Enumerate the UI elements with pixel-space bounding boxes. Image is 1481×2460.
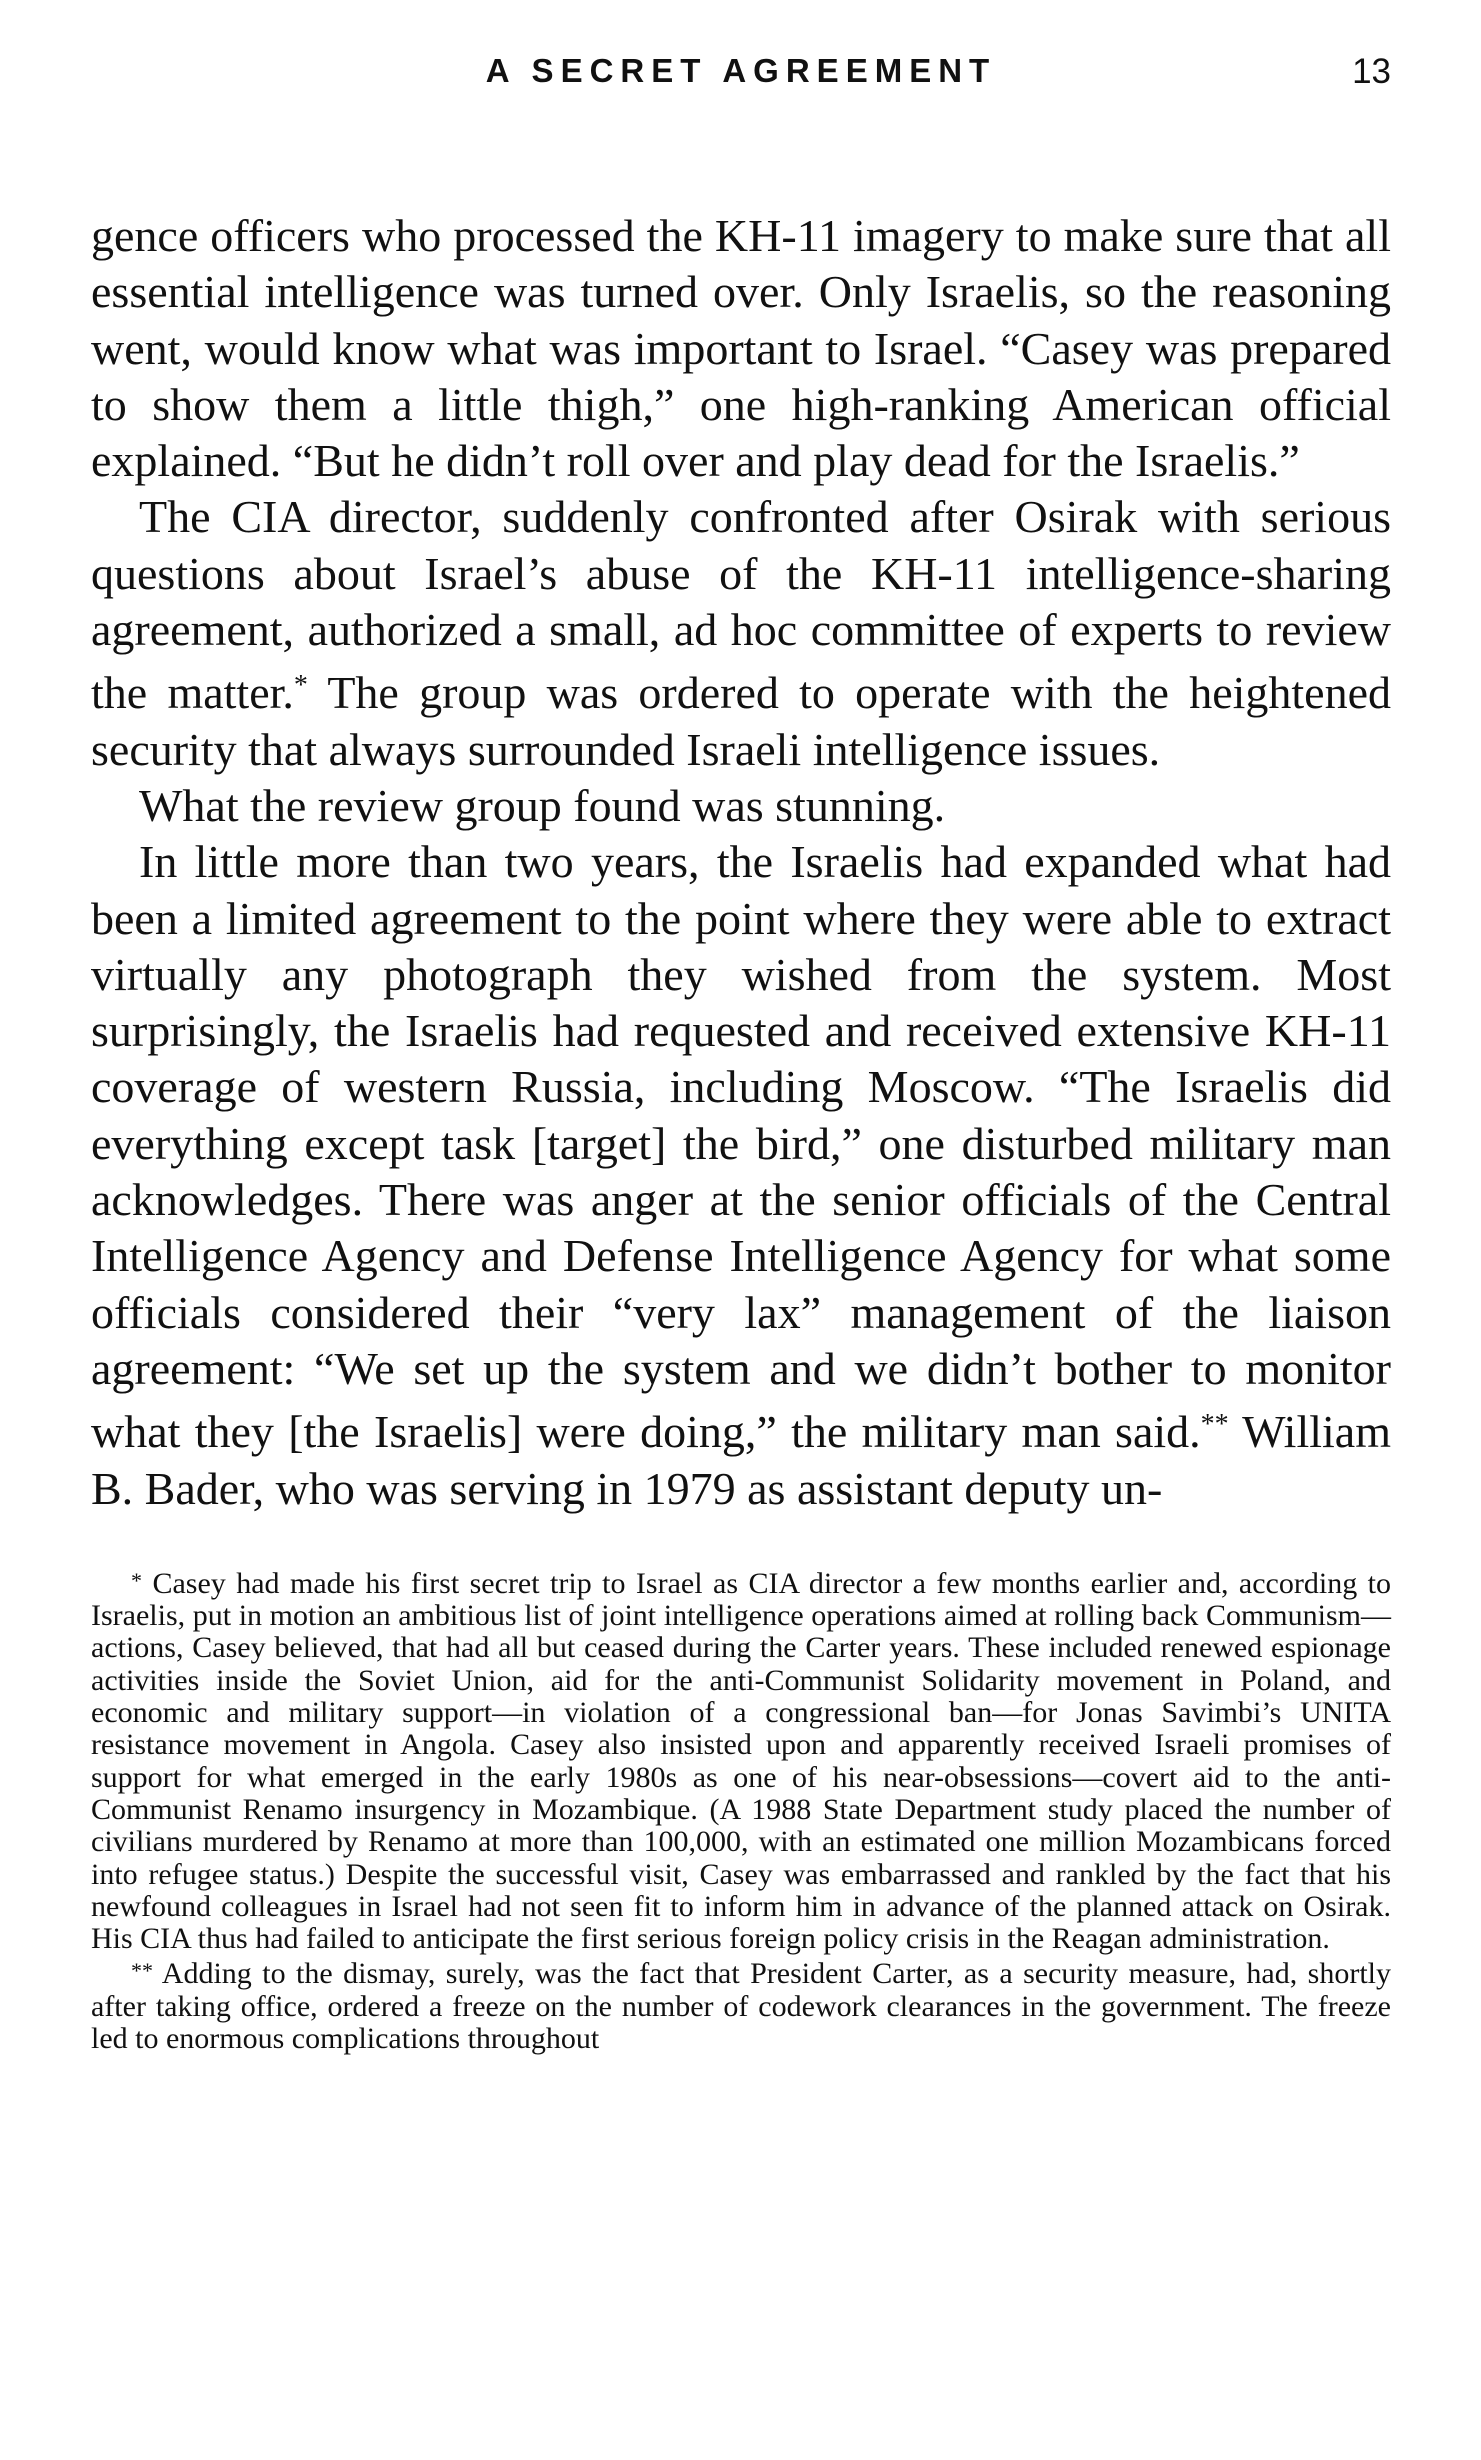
paragraph-4-text-b: William B. Bader, who was serving in 1979 as assistant deputy un- (91, 1406, 1391, 1514)
footnote-2-mark: ** (131, 1958, 153, 1984)
paragraph-2-text-b: The group was ordered to operate with the heightened security that always surrounded Israeli intelligence issues. (91, 667, 1392, 775)
page-number: 13 (1352, 52, 1391, 91)
footnote-1 (91, 1565, 1391, 1956)
book-page (91, 40, 1391, 2055)
footnote-1-mark: * (131, 1567, 142, 1593)
footnote-1-text: Casey had made his first secret trip to Israel as CIA director a few months earlier and, according to Israelis, put in motion an ambitious list of joint intelligence operations aimed at rolling back Communism—actions, Casey believed, that had all but ceased during the Carter years. These included renewed espionage activities inside the Soviet Union, aid for the anti-Communist Solidarity movement in Poland, and economic and military support—in violation of a congressional ban—for Jonas Savimbi’s UNITA resistance movement in Angola. Casey also insisted upon and apparently received Israeli promises of support for what emerged in the early 1980s as one of his near-obsessions—covert aid to the anti-Communist Renamo insurgency in Mozambique. (A 1988 State Department study placed the number of civilians murdered by Renamo at more than 100,000, with an estimated one million Mozambicans forced into refugee status.) Despite the successful visit, Casey was embarrassed and rankled by the fact that his newfound colleagues in Israel had not seen fit to inform him in advance of the planned attack on Osirak. His CIA thus had failed to anticipate the first serious foreign policy crisis in the Reagan administration. (91, 1566, 1391, 1956)
footnote-ref-1: * (293, 670, 308, 702)
body-text (91, 208, 1391, 1517)
footnote-ref-2: ** (1200, 1409, 1229, 1441)
running-head (91, 40, 1391, 104)
footnote-2-text: Adding to the dismay, surely, was the fact that President Carter, as a security measure, had, shortly after taking office, ordered a freeze on the number of codework clearances in the government. The freeze led to enormous complications throughout (91, 1957, 1391, 2055)
paragraph-4 (91, 834, 1391, 1517)
paragraph-2 (91, 489, 1391, 777)
paragraph-4-text-a: In little more than two years, the Israelis had expanded what had been a limited agreement to the point where they were able to extract virtually any photograph they wished from the system. Most surprisingly, the Israelis had requested and received extensive KH-11 coverage of western Russia, including Moscow. “The Israelis did everything except task [target] the bird,” one disturbed military man acknowledges. There was anger at the senior officials of the Central Intelligence Agency and Defense Intelligence Agency for what some officials considered their “very lax” management of the liaison agreement: “We set up the system and we didn’t bother to monitor what they [the Israelis] were doing,” the military man said. (91, 836, 1391, 1458)
paragraph-1: gence officers who processed the KH-11 imagery to make sure that all essential intelligence was turned over. Only Israelis, so the reasoning went, would know what was important to Israel. “Casey was prepared to show them a little thigh,” one high-ranking American official explained. “But he didn’t roll over and play dead for the Israelis.” (91, 210, 1391, 487)
footnotes (91, 1565, 1391, 2055)
running-title: A SECRET AGREEMENT (485, 52, 997, 89)
paragraph-2-text-a: The CIA director, suddenly confronted after Osirak with serious questions about Israel’s abuse of the KH-11 intelligence-sharing agreement, authorized a small, ad hoc committee of experts to review the matter. (91, 491, 1391, 719)
footnote-2 (91, 1955, 1391, 2055)
paragraph-3: What the review group found was stunning. (139, 779, 946, 831)
